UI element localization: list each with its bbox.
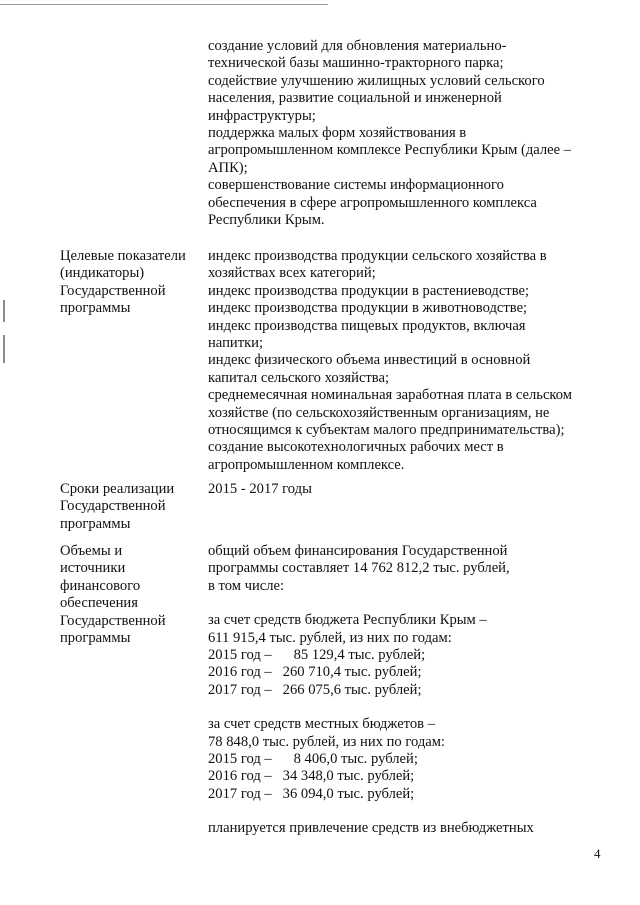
funding-local-line: 2016 год – 34 348,0 тыс. рублей; bbox=[208, 768, 415, 785]
goal-line: инфраструктуры; bbox=[208, 107, 316, 124]
funding-local-line: 2015 год – 8 406,0 тыс. рублей; bbox=[208, 751, 418, 768]
label-line: Сроки реализации bbox=[60, 481, 175, 497]
indicator-line: создание высокотехнологичных рабочих мест в bbox=[208, 439, 504, 456]
goals-content bbox=[208, 38, 603, 229]
label-line: источники bbox=[60, 560, 126, 577]
funding-total-line: общий объем финансирования Государственной bbox=[208, 543, 508, 559]
goal-line: обеспечения в сфере агропромышленного комплекса bbox=[208, 194, 537, 211]
funding-regional-line: за счет средств бюджета Республики Крым – bbox=[208, 612, 487, 629]
indicator-line: хозяйстве (по сельскохозяйственным организациям, не bbox=[208, 404, 550, 421]
funding-regional-line: 2017 год – 266 075,6 тыс. рублей; bbox=[208, 681, 422, 698]
left-margin-mark bbox=[3, 300, 5, 322]
paragraph-gap bbox=[208, 595, 603, 612]
indicator-line: агропромышленном комплексе. bbox=[208, 456, 405, 473]
indicator-line: хозяйствах всех категорий; bbox=[208, 265, 376, 282]
terms-value: 2015 - 2017 годы bbox=[208, 481, 312, 497]
goal-line: населения, развитие социальной и инженерной bbox=[208, 90, 502, 107]
goal-line: поддержка малых форм хозяйствования в bbox=[208, 125, 467, 142]
indicator-line: капитал сельского хозяйства; bbox=[208, 369, 390, 386]
indicator-line: относящимся к субъектам малого предпринимательства); bbox=[208, 422, 565, 439]
indicator-line: индекс производства продукции сельского хозяйства в bbox=[208, 248, 547, 264]
indicator-line: индекс производства продукции в животноводстве; bbox=[208, 300, 528, 317]
funding-regional-line: 2015 год – 85 129,4 тыс. рублей; bbox=[208, 647, 426, 664]
funding-local-line: за счет средств местных бюджетов – bbox=[208, 716, 435, 733]
label-line: Государственной bbox=[60, 612, 166, 629]
funding-total-line: в том числе: bbox=[208, 577, 285, 594]
page-number: 4 bbox=[594, 846, 601, 861]
funding-content bbox=[208, 543, 603, 838]
funding-local-line: 78 848,0 тыс. рублей, из них по годам: bbox=[208, 733, 446, 750]
goal-line: агропромышленном комплексе Республики Крым (далее – bbox=[208, 142, 572, 159]
top-rule bbox=[0, 4, 328, 5]
terms-label bbox=[60, 481, 200, 533]
label-line: программы bbox=[60, 630, 131, 647]
label-line: финансового bbox=[60, 577, 141, 594]
goal-line: совершенствование системы информационного bbox=[208, 177, 504, 194]
funding-label bbox=[60, 543, 200, 647]
label-line: программы bbox=[60, 300, 131, 317]
goal-line: АПК); bbox=[208, 159, 248, 176]
label-line: программы bbox=[60, 515, 131, 532]
indicator-line: индекс производства пищевых продуктов, включая bbox=[208, 317, 526, 334]
funding-total-line: программы составляет 14 762 812,2 тыс. рублей, bbox=[208, 560, 510, 577]
left-margin-mark bbox=[3, 335, 5, 363]
label-line: обеспечения bbox=[60, 595, 138, 612]
funding-regional-line: 2016 год – 260 710,4 тыс. рублей; bbox=[208, 664, 422, 681]
paragraph-gap bbox=[208, 699, 603, 716]
paragraph-gap bbox=[208, 803, 603, 820]
label-line: (индикаторы) bbox=[60, 265, 145, 282]
label-line: Государственной bbox=[60, 498, 166, 515]
goal-line: создание условий для обновления материально- bbox=[208, 38, 507, 54]
indicator-line: напитки; bbox=[208, 335, 264, 352]
indicators-label bbox=[60, 248, 200, 318]
indicators-content bbox=[208, 248, 603, 474]
goal-line: содействие улучшению жилищных условий сельского bbox=[208, 72, 545, 89]
indicator-line: индекс физического объема инвестиций в основной bbox=[208, 352, 531, 369]
label-line: Целевые показатели bbox=[60, 248, 186, 264]
indicator-line: среднемесячная номинальная заработная плата в сельском bbox=[208, 387, 573, 404]
label-line: Государственной bbox=[60, 282, 166, 299]
goal-line: технической базы машинно-тракторного парка; bbox=[208, 55, 504, 72]
terms-content bbox=[208, 481, 603, 498]
goal-line: Республики Крым. bbox=[208, 212, 325, 229]
indicator-line: индекс производства продукции в растениеводстве; bbox=[208, 282, 530, 299]
funding-local-line: 2017 год – 36 094,0 тыс. рублей; bbox=[208, 785, 415, 802]
label-line: Объемы и bbox=[60, 543, 123, 559]
funding-regional-line: 611 915,4 тыс. рублей, из них по годам: bbox=[208, 629, 452, 646]
funding-extra-line: планируется привлечение средств из внебюджетных bbox=[208, 820, 534, 837]
